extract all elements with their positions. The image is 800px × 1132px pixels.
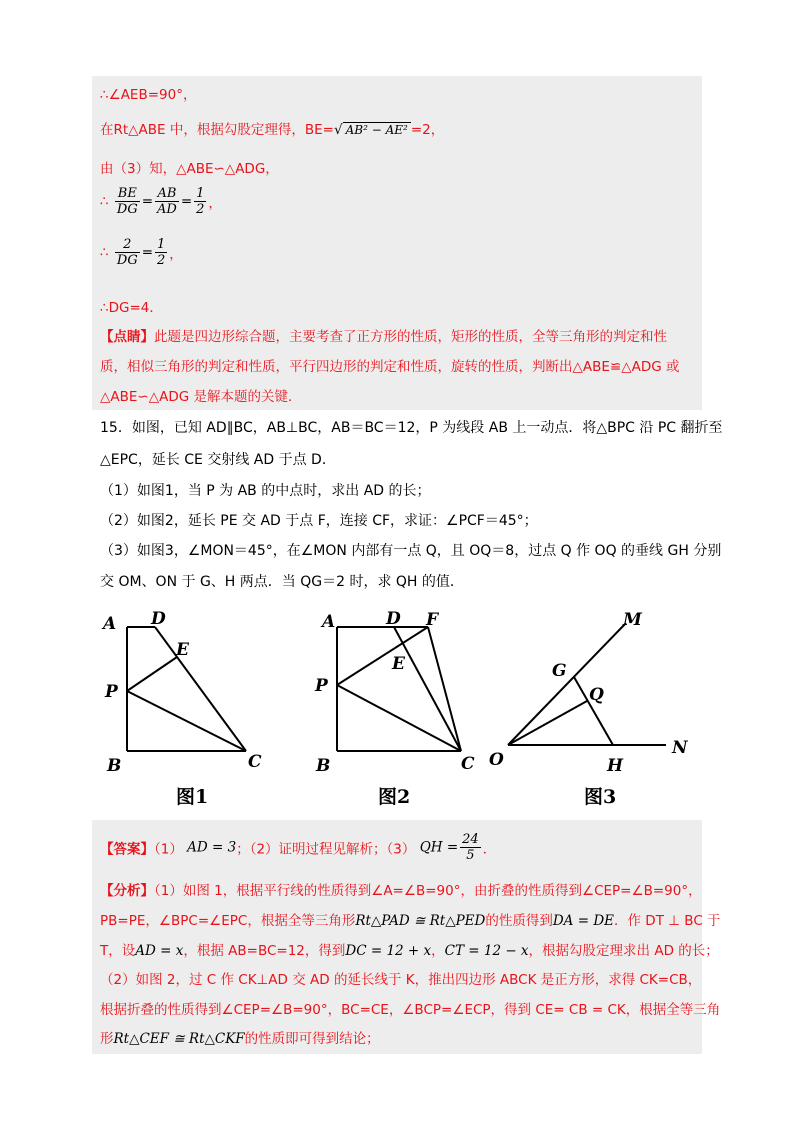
label-E: E bbox=[392, 654, 405, 674]
figure-1 bbox=[95, 605, 275, 805]
solution-line: ∴∠AEB=90°， bbox=[100, 87, 197, 103]
label-H: H bbox=[607, 756, 624, 776]
label-C: C bbox=[248, 752, 262, 772]
label-D: D bbox=[151, 609, 166, 629]
fraction: $\frac{24}{5}$ bbox=[462, 832, 479, 863]
figure-3-caption: 图3 bbox=[584, 786, 617, 808]
label-P: P bbox=[315, 676, 328, 696]
ray-OM bbox=[508, 623, 626, 745]
question-line: 交 OM、ON 于 G、H 两点．当 QG＝2 时，求 QH 的值． bbox=[100, 574, 464, 590]
fraction: $\frac{BE}{DG}$ bbox=[116, 186, 138, 217]
comment-line: 质，相似三角形的判定和性质，平行四边形的判定和性质，旋转的性质，判断出△ABE≌△ADG 或 bbox=[100, 359, 680, 375]
analysis-line: 【分析】（1）如图 1，根据平行线的性质得到∠A=∠B=90°，由折叠的性质得到∠CEP=∠B=90°， bbox=[100, 883, 702, 899]
solution-line: ∴ $\frac{BE}{DG}$ = $\frac{AB}{AD}$ = $\frac{1}{2}$ ， bbox=[100, 186, 222, 217]
analysis-line: 形Rt△CEF ≅ Rt△CKF的性质即可得到结论； bbox=[100, 1031, 380, 1047]
analysis-line: PB=PE，∠BPC=∠EPC，根据全等三角形Rt△PAD ≅ Rt△PED的性质得到DA = DE．作 DT ⊥ BC 于 bbox=[100, 913, 721, 929]
answer-line: 【答案】（1） AD = 3；（2）证明过程见解析；（3） QH = $\frac{24}{5}$ ． bbox=[100, 832, 497, 863]
solution-line: ∴DG=4． bbox=[100, 300, 163, 316]
question-line: （3）如图3，∠MON＝45°，在∠MON 内部有一点 Q，且 OQ＝8，过点 Q 作 OQ 的垂线 GH 分别 bbox=[100, 543, 722, 559]
analysis-line: （2）如图 2，过 C 作 CK⊥AD 交 AD 的延长线于 K，推出四边形 ABCK 是正方形，求得 CK=CB， bbox=[100, 972, 702, 988]
label-B: B bbox=[316, 756, 331, 776]
question-line: △EPC，延长 CE 交射线 AD 于点 D． bbox=[100, 452, 336, 468]
figure-1-caption: 图1 bbox=[176, 786, 209, 808]
fraction: $\frac{1}{2}$ bbox=[196, 186, 205, 217]
question-line: （2）如图2，延长 PE 交 AD 于点 F，连接 CF，求证：∠PCF＝45°； bbox=[100, 513, 538, 529]
segment-PC bbox=[127, 691, 246, 751]
label-M: M bbox=[623, 610, 642, 630]
fraction: $\frac{AB}{AD}$ bbox=[157, 186, 177, 217]
label-F: F bbox=[426, 610, 439, 630]
segment-PF bbox=[337, 627, 428, 685]
comment-line: 【点睛】此题是四边形综合题，主要考查了正方形的性质，矩形的性质，全等三角形的判定和性 bbox=[100, 329, 667, 345]
solution-line: ∴ $\frac{2}{DG}$ = $\frac{1}{2}$ ， bbox=[100, 237, 183, 268]
segment-FC bbox=[428, 627, 461, 751]
solution-line: 在Rt△ABE 中，根据勾股定理得，BE=√ AB² − AE² =2， bbox=[100, 122, 445, 138]
label-O: O bbox=[489, 750, 504, 770]
label-A: A bbox=[322, 612, 336, 632]
label-Q: Q bbox=[589, 685, 604, 705]
segment-DC bbox=[155, 627, 246, 751]
figure-2-caption: 图2 bbox=[378, 786, 411, 808]
label-A: A bbox=[103, 614, 117, 634]
question-line: 15．如图，已知 AD∥BC，AB⊥BC，AB＝BC＝12，P 为线段 AB 上一动点．将△BPC 沿 PC 翻折至 bbox=[100, 420, 723, 436]
label-B: B bbox=[107, 756, 122, 776]
figure-3 bbox=[480, 605, 700, 805]
label-N: N bbox=[672, 738, 688, 758]
label-G: G bbox=[552, 661, 567, 681]
label-C: C bbox=[461, 754, 475, 774]
question-line: （1）如图1，当 P 为 AB 的中点时，求出 AD 的长； bbox=[100, 483, 431, 499]
comment-line: △ABE∽△ADG 是解本题的关键． bbox=[100, 389, 302, 405]
segment-OQ bbox=[508, 701, 587, 745]
figure-2 bbox=[310, 605, 490, 805]
label-E: E bbox=[176, 640, 189, 660]
label-P: P bbox=[105, 682, 118, 702]
label-D: D bbox=[386, 609, 401, 629]
fraction: $\frac{2}{DG}$ bbox=[116, 237, 138, 268]
solution-line: 由（3）知，△ABE∽△ADG， bbox=[100, 161, 279, 177]
fraction: $\frac{1}{2}$ bbox=[157, 237, 166, 268]
analysis-line: 根据折叠的性质得到∠CEP=∠B=90°，BC=CE，∠BCP=∠ECP，得到 CE= CB = CK，根据全等三角 bbox=[100, 1002, 721, 1018]
segment-PE bbox=[127, 657, 177, 691]
analysis-line: T，设AD = x，根据 AB=BC=12，得到DC = 12 + x，CT = 12 − x，根据勾股定理求出 AD 的长； bbox=[100, 943, 719, 959]
